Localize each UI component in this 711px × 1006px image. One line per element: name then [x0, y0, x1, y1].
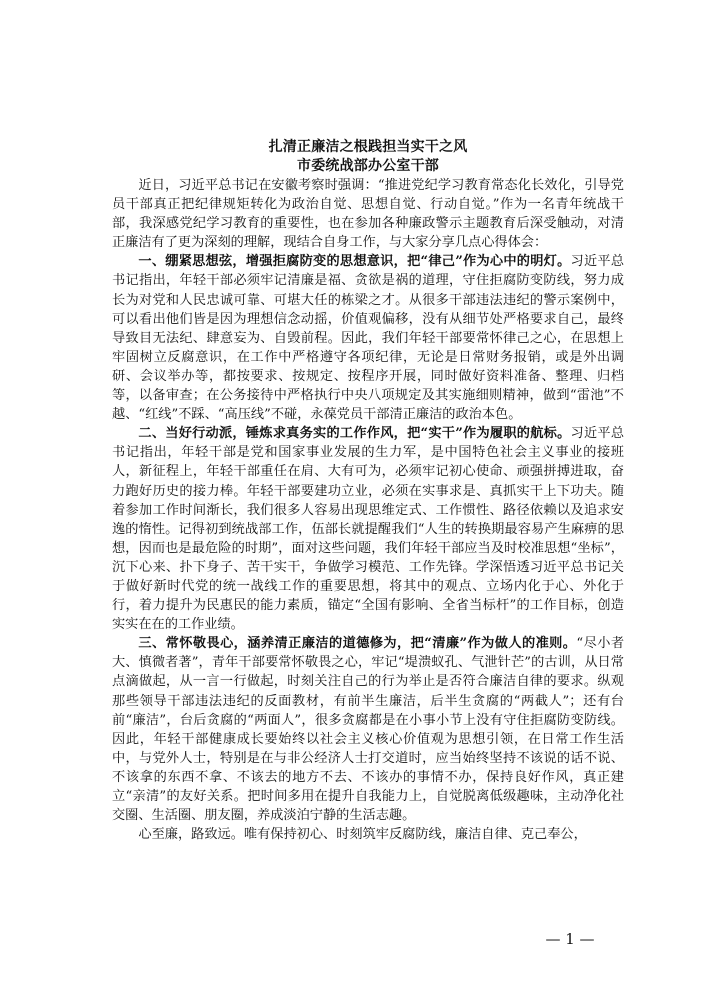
paragraph-text: “尽小者大、慎微者著”，青年干部要常怀敬畏之心，牢记“堤溃蚁孔、气泄针芒”的古训，从日常点滴做起，从一言一行做起，时刻关注自己的行为举止是否符合廉洁自律的要求。纵观那些领导干部违法违纪的反面教材，有前半生廉洁，后半生贪腐的“两截人”；还有台前“廉洁”，台后贪腐的“两面人”，很多贪腐都是在小事小节上没有守住拒腐防变防线。因此，年轻干部健康成长要始终以社会主义核心价值观为思想引领，在日常工作生活中，与党外人士，特别是在与非公经济人士打交道时，应当始终坚持不该说的话不说、不该拿的东西不拿、不该去的地方不去、不该办的事情不办，保持良好作风，真正建立“亲清”的友好关系。把时间多用在提升自我能力上，自觉脱离低级趣味，主动净化社交圈、生活圈、朋友圈，养成淡泊宁静的生活志趣。	[112, 636, 625, 824]
document-body	[112, 138, 624, 844]
paragraph-intro	[112, 176, 624, 252]
paragraph-section-2	[112, 424, 624, 634]
paragraph-text: 习近平总书记指出，年轻干部是党和国家事业发展的生力军，是中国特色社会主义事业的接班人，新征程上，年轻干部重任在肩、大有可为，必须牢记初心使命、顽强拼搏进取，奋力跑好历史的接力棒。年轻干部要建功立业，必须在实事求是、真抓实干上下功夫。随着参加工作时间渐长，我们很多人容易出现思维定式、工作惯性、路径依赖以及追求安逸的惰性。记得初到统战部工作，伍部长就提醒我们“人生的转换期最容易产生麻痹的思想，因而也是最危险的时期”，面对这些问题，我们年轻干部应当及时校准思想“坐标”，沉下心来、扑下身子、苦干实干，争做学习模范、工作先锋。学深悟透习近平总书记关于做好新时代党的统一战线工作的重要思想，将其中的观点、立场内化于心、外化于行，着力提升为民惠民的能力素质，锚定“全国有影响、全省当标杆”的工作目标，创造实实在在的工作业绩。	[112, 426, 625, 633]
document-author: 市委统战部办公室干部	[297, 158, 439, 174]
paragraph-text: 习近平总书记指出，年轻干部必须牢记清廉是福、贪欲是祸的道理，守住拒腐防变防线，努力成长为对党和人民忠诚可靠、可堪大任的栋梁之才。从很多干部违法违纪的警示案例中，可以看出他们皆是因为理想信念动摇，价值观偏移，没有从细节处严格要求自己，最终导致目无法纪、肆意妄为、自毁前程。因此，我们年轻干部要常怀律己之心，在思想上牢固树立反腐意识，在工作中严格遵守各项纪律，无论是日常财务报销，或是外出调研、会议举办等，都按要求、按规定、按程序开展，同时做好资料准备、整理、归档等，以备审查；在公务接待中严格执行中央八项规定及其实施细则精神，做到“雷池”不越、“红线”不踩、“高压线”不碰，永葆党员干部清正廉洁的政治本色。	[112, 254, 625, 423]
paragraph-section-3	[112, 634, 624, 825]
page-number: — 1 —	[545, 930, 595, 948]
section-heading: 一、绷紧思想弦，增强拒腐防变的思想意识，把“律己”作为心中的明灯。	[138, 254, 571, 270]
document-title: 扎清正廉洁之根践担当实干之风	[268, 139, 468, 155]
paragraph-section-1	[112, 252, 624, 424]
paragraph-text: 近日，习近平总书记在安徽考察时强调：“推进党纪学习教育常态化长效化，引导党员干部真正把纪律规矩转化为政治自觉、思想自觉、行动自觉。”作为一名青年统战干部，我深感党纪学习教育的重要性，也在参加各种廉政警示主题教育后深受触动，对清正廉洁有了更为深刻的理解，现结合自身工作，与大家分享几点心得体会：	[112, 178, 624, 251]
paragraph-text: 心至廉，路致远。唯有保持初心、时刻筑牢反腐防线，廉洁自律、克己奉公，	[138, 827, 587, 843]
paragraph-closing	[112, 825, 624, 844]
section-heading: 二、当好行动派，锤炼求真务实的工作作风，把“实干”作为履职的航标。	[138, 426, 571, 442]
section-heading: 三、常怀敬畏心，涵养清正廉洁的道德修为，把“清廉”作为做人的准则。	[138, 636, 577, 652]
